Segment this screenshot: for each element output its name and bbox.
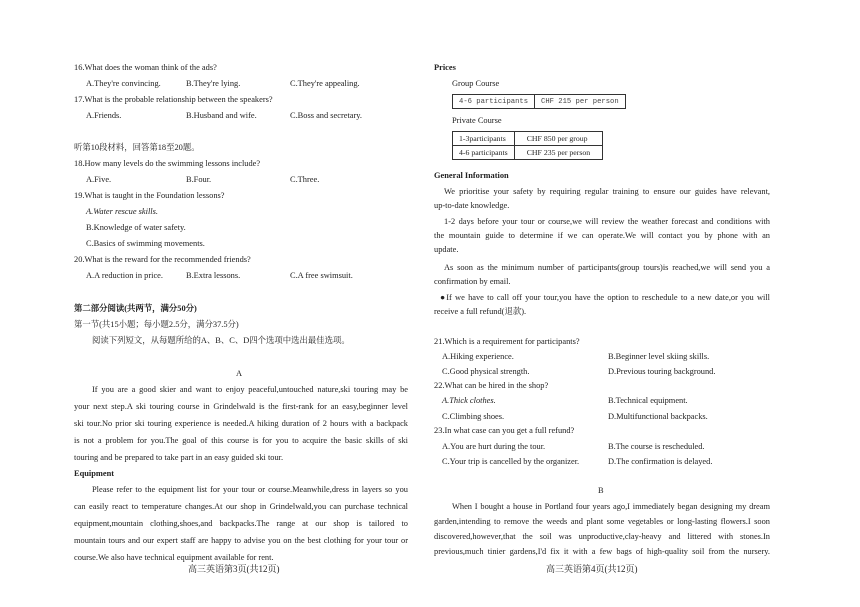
q23-option-c: C.Your trip is cancelled by the organizer. [442, 457, 580, 466]
para1-line: If you are a good skier and want to enjoy peaceful,untouched nature,ski touring may be [92, 385, 408, 394]
q16-option-a: A.They're convincing. [86, 79, 161, 88]
para2-line: can easily react to temperature changes.At our shop in Grindelwald,you can purchase technical [74, 502, 408, 511]
para1-line: touring and be prepared to take part in an easy guided ski tour. [74, 453, 284, 462]
q23-option-a: A.You are hurt during the tour. [442, 442, 546, 451]
private-price-table [452, 131, 603, 160]
listen-note: 听第10段材料，回答第18至20题。 [74, 143, 200, 152]
q21-option-b: B.Beginner level skiing skills. [608, 352, 710, 361]
passage-a-label: A [236, 369, 243, 378]
info-line: ●If we have to call off your tour,you have the option to reschedule to a new date,or you will [440, 293, 770, 302]
q19-option-b: B.Knowledge of water safety. [86, 223, 186, 232]
general-info-heading: General Information [434, 171, 509, 180]
q19-option-a: A.Water rescue skills. [86, 207, 158, 216]
q22-option-a: A.Thick clothes. [442, 396, 496, 405]
q16-stem: 16.What does the woman think of the ads? [74, 63, 217, 72]
part2-title: 第二部分阅读(共两节，满分50分) [74, 304, 197, 313]
table-cell: 4-6 participants [453, 146, 515, 160]
table-cell: 1-3participants [453, 132, 515, 146]
q21-option-c: C.Good physical strength. [442, 367, 530, 376]
page-footer: 高三英语第4页(共12页) [546, 564, 638, 574]
info-line: up-to-date knowledge. [434, 201, 510, 210]
table-row [453, 95, 626, 109]
para2-line: course.We also have technical equipment available for rent. [74, 553, 274, 562]
table-cell: CHF 215 per person [535, 95, 626, 109]
q20-option-c: C.A free swimsuit. [290, 271, 353, 280]
info-line: We prioritise your safety by requiring regular training to ensure our guides have relevant, [444, 187, 770, 196]
right-page [430, 0, 860, 607]
q21-option-a: A.Hiking experience. [442, 352, 514, 361]
table-row [453, 146, 603, 160]
private-course-label: Private Course [452, 116, 502, 125]
info-line: the mountain guide to determine if we can operate.We will contact you by phone with an [434, 231, 770, 240]
q21-stem: 21.Which is a requirement for participants? [434, 337, 580, 346]
table-cell: CHF 850 per group [514, 132, 602, 146]
q20-option-b: B.Extra lessons. [186, 271, 241, 280]
table-cell: 4-6 participants [453, 95, 535, 109]
q18-option-c: C.Three. [290, 175, 320, 184]
passage-b-label: B [598, 486, 604, 495]
q18-stem: 18.How many levels do the swimming lessons include? [74, 159, 261, 168]
q19-stem: 19.What is taught in the Foundation lessons? [74, 191, 225, 200]
info-line: update. [434, 245, 459, 254]
table-cell: CHF 235 per person [514, 146, 602, 160]
para2-line: equipment,mountain clothing,shoes,and backpacks.The range at our shop is tailored to [74, 519, 408, 528]
q21-option-d: D.Previous touring background. [608, 367, 716, 376]
q16-option-b: B.They're lying. [186, 79, 241, 88]
section1-title: 第一节(共15小题；每小题2.5分，满分37.5分) [74, 320, 239, 329]
para-b-line: garden,intending to remove the weeds and plant some vegetables or long-lasting flowers.I soon [434, 517, 770, 526]
para2-line: Please refer to the equipment list for your tour or course.Meanwhile,dress in layers so you [92, 485, 408, 494]
q17-option-a: A.Friends. [86, 111, 122, 120]
q23-stem: 23.In what case can you get a full refund? [434, 426, 575, 435]
q23-option-d: D.The confirmation is delayed. [608, 457, 713, 466]
para-b-line: previous,much tinier gardens,I'd fix it with a few bags of high-quality soil from the nursery. [434, 547, 770, 556]
table-row [453, 132, 603, 146]
info-line: receive a full refund(退款). [434, 307, 527, 316]
group-course-label: Group Course [452, 79, 500, 88]
q16-option-c: C.They're appealing. [290, 79, 360, 88]
equipment-heading: Equipment [74, 469, 115, 478]
para1-line: is not a problem for you.The goal of this course is for you to acquire the basic skills of ski [74, 436, 408, 445]
q22-stem: 22.What can be hired in the shop? [434, 381, 549, 390]
q17-option-c: C.Boss and secretary. [290, 111, 363, 120]
q18-option-b: B.Four. [186, 175, 212, 184]
para2-line: mountain tours and our expert staff are happy to advise you on the best clothing for your tour or [74, 536, 408, 545]
info-line: As soon as the minimum number of participants(group tours)is reached,we will send you a [444, 263, 770, 272]
reading-instruction: 阅读下列短文，从每题所给的A、B、C、D四个选项中选出最佳选项。 [92, 336, 350, 345]
q23-option-b: B.The course is rescheduled. [608, 442, 705, 451]
info-line: confirmation by email. [434, 277, 511, 286]
info-line: 1-2 days before your tour or course,we will review the weather forecast and conditions with [444, 217, 770, 226]
para-b-line: discovered,however,that the soil was unproductive,clay-heavy and littered with stones.In [434, 532, 770, 541]
q19-option-c: C.Basics of swimming movements. [86, 239, 205, 248]
q22-option-d: D.Multifunctional backpacks. [608, 412, 708, 421]
group-price-table [452, 94, 626, 109]
prices-heading: Prices [434, 63, 456, 72]
q18-option-a: A.Five. [86, 175, 112, 184]
page-footer: 高三英语第3页(共12页) [188, 564, 280, 574]
q22-option-b: B.Technical equipment. [608, 396, 688, 405]
para1-line: ski tour.No prior ski touring experience is needed.A hiking duration of 2 hours with a backpack [74, 419, 408, 428]
q22-option-c: C.Climbing shoes. [442, 412, 505, 421]
q17-option-b: B.Husband and wife. [186, 111, 257, 120]
q20-option-a: A.A reduction in price. [86, 271, 163, 280]
para-b-line: When I bought a house in Portland four years ago,I immediately began designing my dream [452, 502, 770, 511]
q20-stem: 20.What is the reward for the recommended friends? [74, 255, 251, 264]
q17-stem: 17.What is the probable relationship between the speakers? [74, 95, 273, 104]
para1-line: your next step.A ski touring course in Grindelwald is the first-rank for an easy,beginner level [74, 402, 408, 411]
